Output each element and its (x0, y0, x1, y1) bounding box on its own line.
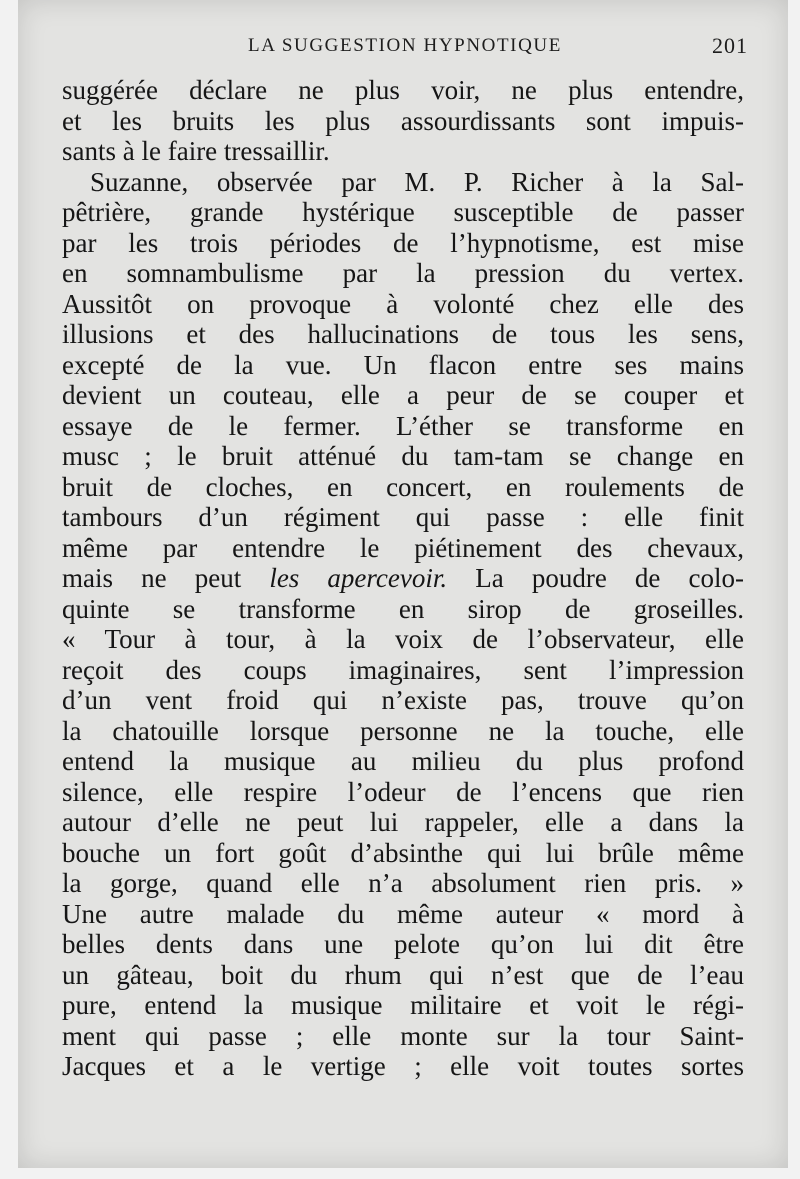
text-line: un gâteau, boit du rhum qui n’est que de l’eau (62, 959, 744, 990)
text-line: quinte se transforme en sirop de groseilles. (62, 593, 744, 624)
book-page (18, 0, 788, 1168)
text-line: pure, entend la musique militaire et voit le régi- (62, 990, 744, 1020)
page-number: 201 (712, 33, 748, 58)
text-line (62, 563, 744, 594)
text-line: excepté de la vue. Un flacon entre ses mains (62, 349, 744, 380)
text-line: reçoit des coups imaginaires, sent l’impression (62, 654, 744, 685)
text-line: par les trois périodes de l’hypnotisme, est mise (62, 227, 744, 258)
text-line: entend la musique au milieu du plus profond (62, 746, 744, 776)
text-line: illusions et des hallucinations de tous les sens, (62, 319, 744, 349)
text-line: « Tour à tour, à la voix de l’observateur, elle (62, 624, 744, 654)
text-line: et les bruits les plus assourdissants sont impuis- (62, 105, 744, 136)
text-line: Une autre malade du même auteur « mord à (62, 898, 744, 929)
text-line: autour d’elle ne peut lui rappeler, elle a dans la (62, 807, 744, 837)
text-line: la chatouille lorsque personne ne la touche, elle (62, 715, 744, 746)
text-line: bouche un fort goût d’absinthe qui lui brûle même (62, 837, 744, 868)
text-line: bruit de cloches, en concert, en roulements de (62, 471, 744, 502)
text-line: musc ; le bruit atténué du tam-tam se change en (62, 441, 744, 471)
text-segment: La poudre de colo- (447, 563, 745, 593)
text-line: devient un couteau, elle a peur de se couper et (62, 380, 744, 410)
text-line: en somnambulisme par la pression du vertex. (62, 258, 744, 288)
text-line: sants à le faire tressaillir. (62, 136, 330, 166)
text-line: Jacques et a le vertige ; elle voit toutes sortes (62, 1051, 744, 1081)
italic-phrase: les apercevoir. (269, 563, 448, 593)
text-line: tambours d’un régiment qui passe : elle finit (62, 502, 744, 532)
text-line: suggérée déclare ne plus voir, ne plus entendre, (62, 75, 744, 105)
running-title: LA SUGGESTION HYPNOTIQUE (248, 35, 562, 56)
text-line: même par entendre le piétinement des chevaux, (62, 532, 744, 563)
text-line: pêtrière, grande hystérique susceptible de passer (62, 197, 744, 227)
text-line: Suzanne, observée par M. P. Richer à la Sal- (90, 166, 744, 197)
text-line: d’un vent froid qui n’existe pas, trouve qu’on (62, 685, 744, 715)
text-line: ment qui passe ; elle monte sur la tour Saint- (62, 1020, 744, 1051)
text-line: essaye de le fermer. L’éther se transforme en (62, 410, 744, 441)
text-segment: mais ne peut (62, 563, 270, 593)
text-line: la gorge, quand elle n’a absolument rien pris. » (62, 868, 744, 898)
text-line: belles dents dans une pelote qu’on lui dit être (62, 929, 744, 959)
text-line: silence, elle respire l’odeur de l’encens que rien (62, 776, 744, 807)
body-text (62, 75, 744, 1082)
page-header (62, 31, 748, 59)
text-line: Aussitôt on provoque à volonté chez elle des (62, 288, 744, 319)
